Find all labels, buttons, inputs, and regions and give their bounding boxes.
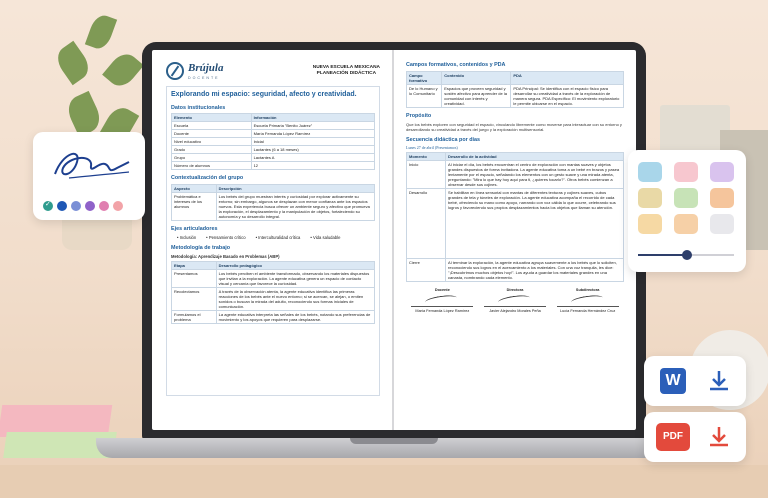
pen-color-periwinkle[interactable]: [71, 201, 81, 211]
signature-scribble: [425, 294, 458, 306]
school-line-2: PLANEACIÓN DIDÁCTICA: [316, 71, 377, 77]
table-cell: Desarrollo: [407, 189, 446, 259]
table-cell: Lactantes (6 a 18 meses): [251, 146, 374, 154]
table-row: [172, 146, 375, 154]
table-cell: 12: [251, 162, 374, 170]
metodologia-table: [171, 261, 375, 324]
contexto-heading: Contextualización del grupo: [171, 175, 244, 182]
campos-heading: Campos formativos, contenidos y PDA: [406, 62, 506, 68]
swatch-pink[interactable]: [674, 162, 698, 182]
table-header: Contenido: [442, 71, 511, 84]
table-row: [407, 161, 624, 189]
table-cell: Presentamos: [172, 270, 217, 288]
table-cell: Se habilitan en línea sensorial con mantas de diferentes texturas y cojines suaves, cubos grandes de tela y túneles de exploración. La agente educativa acompaña el recorrido de cada bebé, ofreciendo su mano como apoyo, narrando con voz cálida lo que ocurre, celebrando sus logros y favoreciendo sus propios desplazamientos hacia los objetos que llaman su atención.: [446, 189, 624, 259]
swatch-green[interactable]: [674, 188, 698, 208]
document-page-2: [398, 58, 630, 428]
table-cell: PDA Principal: Se identifica con el espacio físico para desarrollar su creatividad a través de la exploración de manera segura. PDA Específico: El movimiento exploratorio le permite ubicarse en el espacio.: [511, 84, 624, 107]
proposito-text: Que los bebés exploren con seguridad el espacio, vinculando libremente como moverse para interactuar con su entorno y desarrollando su creatividad a través del juego y la exploración multisensorial.: [406, 121, 622, 132]
table-cell: De lo Humano y lo Comunitario: [407, 84, 442, 107]
contexto-table: [171, 184, 375, 221]
table-cell: Grupo: [172, 154, 252, 162]
slider-fill: [638, 254, 686, 256]
pen-color-blue[interactable]: [57, 201, 67, 211]
list-item: • Vida saludable: [310, 234, 341, 240]
table-cell: Nivel educativo: [172, 138, 252, 146]
brand-subtitle: DOCENTE: [188, 75, 220, 80]
check-icon: ✓: [45, 201, 51, 208]
day-label: Lunes 27 de abril (Presentamos): [406, 145, 458, 151]
pen-color-purple[interactable]: [85, 201, 95, 211]
signature-block: [406, 288, 624, 313]
table-row: [172, 138, 375, 146]
table-cell: Al iniciar el día, los bebés encuentran el centro de exploración con mantas suaves y objetos grandes dispuestos de forma invitadora. La agente educativa toma a un bebé en brazos y pasea lentamente por el espacio, señalando los elementos con un gesto suave y una mirada atenta, preguntando: "Mira lo que hay hoy aquí para ti, ¿quieres tocarlo?". Otros bebés comienzan a observar desde sus cojines.: [446, 161, 624, 189]
table-cell: Los bebés perciben el ambiente transformado, observando los materiales dispuestos que invitan a la exploración. La agente educativa genera un espacio de contacto visual y cercanía que favorece la curiosidad.: [216, 270, 374, 288]
table-cell: Inicial: [251, 138, 374, 146]
table-cell: Formulamos el problema: [172, 311, 217, 324]
pdf-file-icon: PDF: [650, 417, 696, 457]
table-cell: Problemática e intereses de los alumnos: [172, 193, 217, 221]
table-cell: La agente educativa interpreta las señales de los bebés, notando sus preferencias de movimiento y los apoyos que requieren para desplazarse.: [216, 311, 374, 324]
table-row: [407, 259, 624, 282]
swatch-grey[interactable]: [710, 214, 734, 234]
table-cell: Cierre: [407, 259, 446, 282]
download-icon[interactable]: [706, 368, 732, 394]
campos-table: [406, 71, 624, 108]
signature-pen-card[interactable]: [33, 132, 145, 220]
table-header: Momento: [407, 153, 446, 161]
table-header: Información: [251, 114, 374, 122]
pdf-download-card[interactable]: [644, 412, 746, 462]
table-cell: Número de alumnos: [172, 162, 252, 170]
table-row: [172, 288, 375, 311]
brand-name: Brújula: [188, 62, 224, 74]
ejes-heading: Ejes articuladores: [171, 226, 218, 233]
table-row: [172, 311, 375, 324]
laptop-notch: [350, 438, 438, 444]
signature-scribble: [570, 294, 603, 306]
project-title: Explorando mi espacio: seguridad, afecto y creatividad.: [171, 91, 357, 99]
table-cell: Escuela Primaria "Benito Juárez": [251, 122, 374, 130]
signature-docente: Docente María Fernanda López Ramírez: [411, 288, 473, 313]
table-header: Campo formativo: [407, 71, 442, 84]
word-file-icon: W: [650, 361, 696, 401]
table-cell: María Fernanda López Ramírez: [251, 130, 374, 138]
table-row: [407, 84, 624, 107]
table-header: Aspecto: [172, 185, 217, 193]
handwritten-signature: [33, 132, 145, 192]
signature-directora: Directora Javier Alejandro Morales Peña: [484, 288, 546, 313]
table-row: [407, 189, 624, 259]
slider-track[interactable]: [638, 254, 734, 256]
signature-scribble: [498, 294, 531, 306]
datos-heading: Datos institucionales: [171, 104, 226, 111]
table-cell: Grado: [172, 146, 252, 154]
swatch-apricot[interactable]: [674, 214, 698, 234]
table-row: [172, 162, 375, 170]
compass-icon: [166, 62, 184, 80]
signature-subdirectora: Subdirectora Lucía Fernanda Hernández Cruz: [557, 288, 619, 313]
table-row: [172, 270, 375, 288]
pen-color-teal[interactable]: [43, 201, 53, 211]
slider-handle[interactable]: [682, 250, 692, 260]
proposito-heading: Propósito: [406, 112, 432, 119]
datos-table: [171, 113, 375, 170]
swatch-yellow[interactable]: [638, 214, 662, 234]
table-row: [172, 130, 375, 138]
table-cell: Lactantes A: [251, 154, 374, 162]
list-item: • Inclusión: [177, 234, 197, 240]
table-row: [172, 193, 375, 221]
table-cell: Docente: [172, 130, 252, 138]
list-item: • Pensamiento crítico: [206, 234, 246, 240]
document-page-1: [156, 58, 388, 428]
pen-color-salmon[interactable]: [113, 201, 123, 211]
table-row: [172, 154, 375, 162]
color-palette-card[interactable]: [628, 150, 746, 272]
download-icon[interactable]: [706, 424, 732, 450]
table-header: Desarrollo pedagógico: [216, 262, 374, 270]
school-line-1: NUEVA ESCUELA MEXICANA: [312, 65, 380, 71]
table-row: [172, 122, 375, 130]
metodologia-sub: Metodología: Aprendizaje Basado en Problemas (ABP): [171, 253, 280, 259]
word-download-card[interactable]: [644, 356, 746, 406]
brand-logo: [166, 62, 223, 80]
list-item: • Interculturalidad crítica: [255, 234, 301, 240]
table-header: Elemento: [172, 114, 252, 122]
table-header: Etapa: [172, 262, 217, 270]
table-cell: Espacios que proveen seguridad y sostén afectivo para aprender de la comunidad con interés y creatividad.: [442, 84, 511, 107]
swatch-khaki[interactable]: [638, 188, 662, 208]
table-header: Desarrollo de la actividad: [446, 153, 624, 161]
tabletop: [0, 465, 768, 498]
swatch-peach[interactable]: [710, 188, 734, 208]
table-cell: Al terminar la exploración, la agente educativa agrupa suavemente a los bebés que lo soliciten, reconociendo sus logros en el acercamiento a los materiales. Con una voz tranquila, les dice: "¡Descubrimos muchos objetos hoy!". Los ayuda a guardar los materiales grandes en una canasta, nombrando cada elemento.: [446, 259, 624, 282]
metodologia-heading: Metodología de trabajo: [171, 245, 230, 252]
page-divider: [392, 50, 394, 430]
table-cell: Los bebés del grupo muestran interés y curiosidad por explorar activamente su entorno; sin embargo, algunos se desplazan con menor confianza ante los espacios nuevos. Esta experiencia busca ofrecer un ambiente seguro y afectivo que promueva la exploración, el desplazamiento y la manipulación de objetos, fortaleciendo su autonomía y su desarrollo integral.: [216, 193, 374, 221]
ejes-list: [171, 235, 375, 240]
pen-color-pink[interactable]: [99, 201, 109, 211]
pen-color-picker: [43, 198, 127, 216]
table-cell: A través de la observación atenta, la agente educativa identifica las primeras reacciones de los bebés ante el nuevo entorno; si se acercan, se alejan, o emiten sonidos o buscan la mirada del adulto, reconociendo sus formas iniciales de comunicación.: [216, 288, 374, 311]
table-cell: Escuela: [172, 122, 252, 130]
table-header: Descripción: [216, 185, 374, 193]
table-header: PDA: [511, 71, 624, 84]
table-cell: Inicio: [407, 161, 446, 189]
secuencia-table: [406, 152, 624, 282]
table-cell: Recolectamos: [172, 288, 217, 311]
secuencia-heading: Secuencia didáctica por días: [406, 136, 481, 143]
swatch-lavender[interactable]: [710, 162, 734, 182]
swatch-blue[interactable]: [638, 162, 662, 182]
document-viewer[interactable]: [152, 50, 636, 430]
